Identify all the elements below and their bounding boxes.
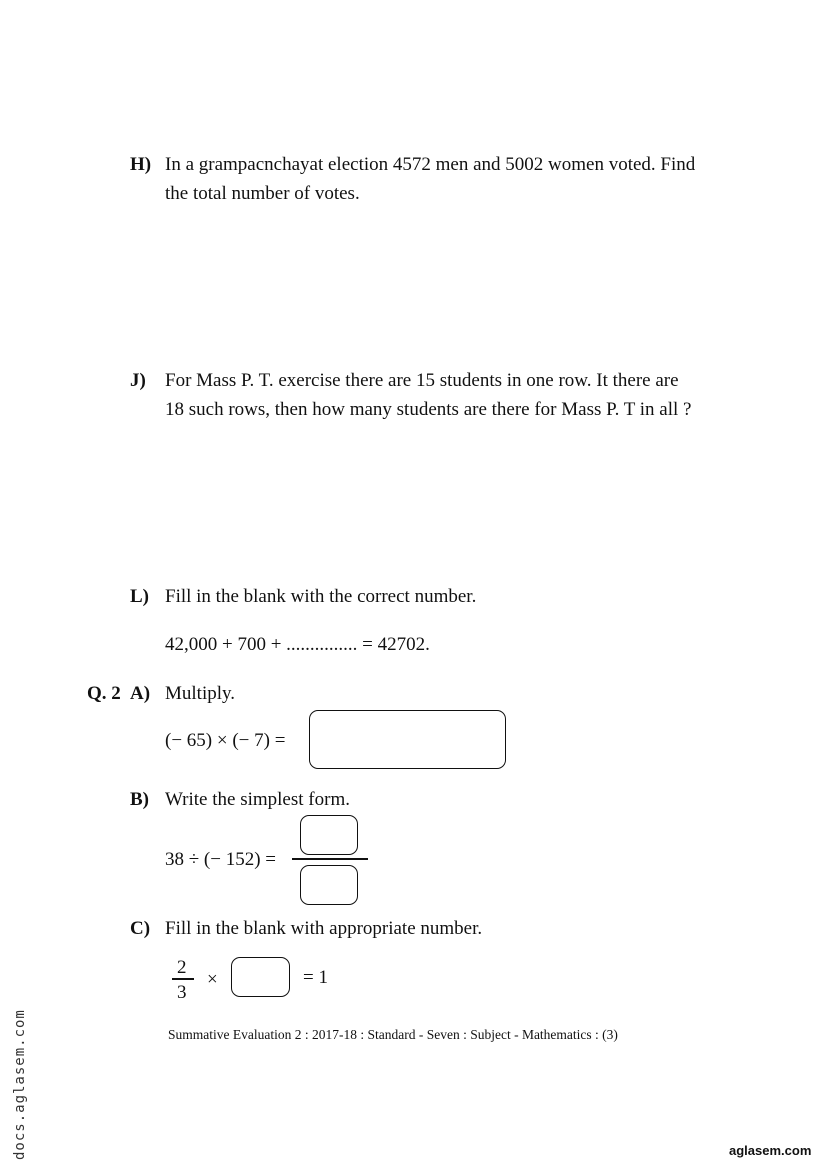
question-j-line1: For Mass P. T. exercise there are 15 students in one row. It there are bbox=[165, 370, 679, 391]
page-footer: Summative Evaluation 2 : 2017-18 : Standard - Seven : Subject - Mathematics : (3) bbox=[168, 1027, 618, 1042]
answer-box-2c[interactable] bbox=[231, 957, 290, 997]
watermark-vertical: docs.aglasem.com bbox=[12, 1009, 28, 1160]
fraction-denominator: 3 bbox=[177, 982, 187, 1003]
question-j-line2: 18 such rows, then how many students are there for Mass P. T in all ? bbox=[165, 399, 692, 420]
question-h-line2: the total number of votes. bbox=[165, 183, 360, 204]
denominator-box-2b[interactable] bbox=[300, 865, 358, 905]
question-2b-text: Write the simplest form. bbox=[165, 789, 350, 810]
question-2b-label: B) bbox=[130, 789, 149, 810]
times-sign: × bbox=[207, 969, 218, 990]
question-h-label: H) bbox=[130, 154, 152, 175]
question-2a-expression: (− 65) × (− 7) = bbox=[165, 730, 286, 751]
question-l-text: Fill in the blank with the correct number. bbox=[165, 586, 477, 607]
question-2-number: Q. 2 bbox=[87, 683, 121, 704]
question-2a-label: A) bbox=[130, 683, 151, 704]
question-l-label: L) bbox=[130, 586, 149, 607]
fraction-line-2b bbox=[292, 858, 368, 860]
equals-one: = 1 bbox=[303, 967, 328, 988]
fraction-numerator: 2 bbox=[177, 957, 187, 978]
question-j-label: J) bbox=[130, 370, 146, 391]
answer-box-2a[interactable] bbox=[309, 710, 506, 769]
question-l-equation: 42,000 + 700 + ............... = 42702. bbox=[165, 634, 430, 655]
question-2b-expression: 38 ÷ (− 152) = bbox=[165, 849, 277, 870]
brand-logo-text: aglasem.com bbox=[729, 1143, 812, 1158]
question-2c-label: C) bbox=[130, 918, 151, 939]
question-2a-text: Multiply. bbox=[165, 683, 236, 704]
question-2c-text: Fill in the blank with appropriate number. bbox=[165, 918, 483, 939]
numerator-box-2b[interactable] bbox=[300, 815, 358, 855]
question-h-line1: In a grampacnchayat election 4572 men and 5002 women voted. Find bbox=[165, 154, 696, 175]
